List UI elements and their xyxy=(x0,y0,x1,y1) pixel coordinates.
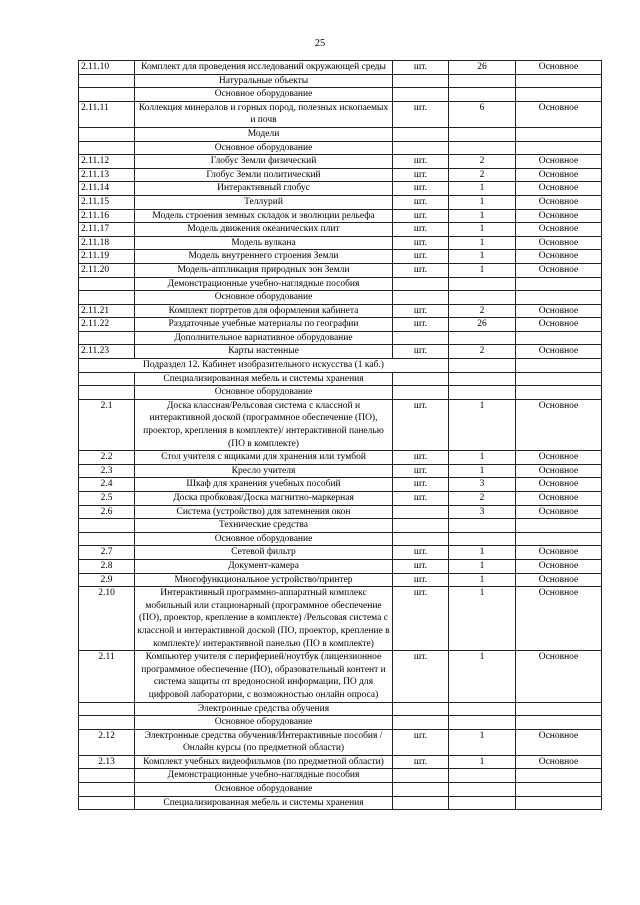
section-header-row xyxy=(79,127,602,141)
table-row xyxy=(79,195,602,209)
item-type-cell: Основное xyxy=(516,587,602,651)
empty-cell xyxy=(79,74,135,88)
empty-cell xyxy=(393,88,449,102)
table-row xyxy=(79,546,602,560)
item-type-cell: Основное xyxy=(516,318,602,332)
item-quantity-cell: 6 xyxy=(449,101,516,127)
item-number-cell: 2.8 xyxy=(79,559,135,573)
item-quantity-cell: 3 xyxy=(449,505,516,519)
empty-cell xyxy=(449,386,516,400)
item-type-cell: Основное xyxy=(516,505,602,519)
empty-cell xyxy=(516,277,602,291)
item-type-cell: Основное xyxy=(516,573,602,587)
item-name-cell: Глобус Земли физический xyxy=(135,155,393,169)
item-quantity-cell: 1 xyxy=(449,573,516,587)
item-name-cell: Документ-камера xyxy=(135,559,393,573)
item-unit-cell: шт. xyxy=(393,155,449,169)
item-name-cell: Коллекция минералов и горных пород, полезных ископаемых и почв xyxy=(135,101,393,127)
table-row xyxy=(79,729,602,755)
item-name-cell: Комплект учебных видеофильмов (по предметной области) xyxy=(135,755,393,769)
item-quantity-cell: 1 xyxy=(449,729,516,755)
item-type-cell: Основное xyxy=(516,250,602,264)
item-quantity-cell: 1 xyxy=(449,451,516,465)
table-row xyxy=(79,168,602,182)
item-name-cell: Электронные средства обучения/Интерактивные пособия / Онлайн курсы (по предметной области) xyxy=(135,729,393,755)
empty-cell xyxy=(79,702,135,716)
section-title-cell: Специализированная мебель и системы хранения xyxy=(135,796,393,810)
section-header-row xyxy=(79,769,602,783)
table-row xyxy=(79,587,602,651)
empty-cell xyxy=(516,141,602,155)
empty-cell xyxy=(393,386,449,400)
section-title-cell: Основное оборудование xyxy=(135,783,393,797)
empty-cell xyxy=(449,372,516,386)
item-quantity-cell: 2 xyxy=(449,492,516,506)
empty-cell xyxy=(449,716,516,730)
empty-cell xyxy=(79,783,135,797)
item-number-cell: 2.9 xyxy=(79,573,135,587)
item-unit-cell: шт. xyxy=(393,546,449,560)
item-quantity-cell: 1 xyxy=(449,209,516,223)
table-row xyxy=(79,492,602,506)
empty-cell xyxy=(449,796,516,810)
section-title-cell: Основное оборудование xyxy=(135,386,393,400)
empty-cell xyxy=(516,359,602,373)
empty-cell xyxy=(516,702,602,716)
equipment-table xyxy=(78,60,602,810)
item-number-cell: 2.11.20 xyxy=(79,263,135,277)
item-unit-cell: шт. xyxy=(393,492,449,506)
item-quantity-cell: 1 xyxy=(449,263,516,277)
table-row xyxy=(79,573,602,587)
item-unit-cell: шт. xyxy=(393,195,449,209)
item-quantity-cell: 1 xyxy=(449,464,516,478)
item-number-cell: 2.2 xyxy=(79,451,135,465)
table-body xyxy=(79,61,602,810)
item-unit-cell: шт. xyxy=(393,399,449,450)
item-number-cell: 2.11.12 xyxy=(79,155,135,169)
empty-cell xyxy=(79,291,135,305)
item-name-cell: Стол учителя с ящиками для хранения или тумбой xyxy=(135,451,393,465)
item-quantity-cell: 1 xyxy=(449,223,516,237)
section-header-row xyxy=(79,291,602,305)
item-name-cell: Модель внутреннего строения Земли xyxy=(135,250,393,264)
item-unit-cell: шт. xyxy=(393,651,449,702)
item-quantity-cell: 1 xyxy=(449,250,516,264)
item-unit-cell: шт. xyxy=(393,451,449,465)
item-quantity-cell: 2 xyxy=(449,304,516,318)
item-number-cell: 2.11.23 xyxy=(79,345,135,359)
item-type-cell: Основное xyxy=(516,345,602,359)
empty-cell xyxy=(449,783,516,797)
section-title-cell: Электронные средства обучения xyxy=(135,702,393,716)
empty-cell xyxy=(449,277,516,291)
item-number-cell: 2.12 xyxy=(79,729,135,755)
item-name-cell: Доска классная/Рельсовая система с классной и интерактивной доской (программное обеспечение (ПО), проектор, крепления в комплекте)/ интерактивной панелью (ПО в комплекте) xyxy=(135,399,393,450)
item-quantity-cell: 1 xyxy=(449,559,516,573)
item-type-cell: Основное xyxy=(516,492,602,506)
empty-cell xyxy=(79,331,135,345)
empty-cell xyxy=(393,519,449,533)
item-unit-cell: шт. xyxy=(393,729,449,755)
item-type-cell: Основное xyxy=(516,61,602,75)
item-unit-cell: шт. xyxy=(393,250,449,264)
item-type-cell: Основное xyxy=(516,263,602,277)
section-title-cell: Специализированная мебель и системы хранения xyxy=(135,372,393,386)
item-quantity-cell: 1 xyxy=(449,236,516,250)
section-header-row xyxy=(79,74,602,88)
item-quantity-cell: 26 xyxy=(449,318,516,332)
empty-cell xyxy=(516,74,602,88)
item-number-cell: 2.11.19 xyxy=(79,250,135,264)
section-title-cell: Основное оборудование xyxy=(135,716,393,730)
item-name-cell: Система (устройство) для затемнения окон xyxy=(135,505,393,519)
item-name-cell: Раздаточные учебные материалы по географии xyxy=(135,318,393,332)
item-quantity-cell: 2 xyxy=(449,168,516,182)
item-name-cell: Комплект для проведения исследований окружающей среды xyxy=(135,61,393,75)
item-unit-cell xyxy=(393,505,449,519)
item-quantity-cell: 1 xyxy=(449,651,516,702)
item-unit-cell: шт. xyxy=(393,304,449,318)
empty-cell xyxy=(449,88,516,102)
item-unit-cell: шт. xyxy=(393,168,449,182)
item-name-cell: Модель-аппликация природных зон Земли xyxy=(135,263,393,277)
empty-cell xyxy=(79,796,135,810)
item-type-cell: Основное xyxy=(516,195,602,209)
section-title-cell: Основное оборудование xyxy=(135,141,393,155)
table-row xyxy=(79,101,602,127)
table-row xyxy=(79,304,602,318)
item-name-cell: Комплект портретов для оформления кабинета xyxy=(135,304,393,318)
section-header-row xyxy=(79,141,602,155)
table-row xyxy=(79,318,602,332)
empty-cell xyxy=(516,331,602,345)
section-title-cell: Основное оборудование xyxy=(135,291,393,305)
item-name-cell: Доска пробковая/Доска магнитно-маркерная xyxy=(135,492,393,506)
item-number-cell: 2.11.14 xyxy=(79,182,135,196)
item-name-cell: Многофункциональное устройство/принтер xyxy=(135,573,393,587)
item-unit-cell: шт. xyxy=(393,755,449,769)
item-quantity-cell: 2 xyxy=(449,345,516,359)
table-row xyxy=(79,209,602,223)
section-title-cell: Технические средства xyxy=(135,519,393,533)
empty-cell xyxy=(449,519,516,533)
empty-cell xyxy=(393,74,449,88)
empty-cell xyxy=(79,519,135,533)
item-name-cell: Интерактивный глобус xyxy=(135,182,393,196)
section-header-row xyxy=(79,277,602,291)
item-number-cell: 2.10 xyxy=(79,587,135,651)
item-number-cell: 2.4 xyxy=(79,478,135,492)
empty-cell xyxy=(449,769,516,783)
empty-cell xyxy=(393,532,449,546)
empty-cell xyxy=(393,127,449,141)
item-type-cell: Основное xyxy=(516,168,602,182)
table-row xyxy=(79,451,602,465)
section-header-row xyxy=(79,783,602,797)
empty-cell xyxy=(449,359,516,373)
empty-cell xyxy=(79,372,135,386)
empty-cell xyxy=(393,141,449,155)
item-unit-cell: шт. xyxy=(393,345,449,359)
section-title-cell: Натуральные объекты xyxy=(135,74,393,88)
empty-cell xyxy=(516,127,602,141)
empty-cell xyxy=(516,291,602,305)
item-type-cell: Основное xyxy=(516,236,602,250)
item-quantity-cell: 1 xyxy=(449,546,516,560)
item-number-cell: 2.1 xyxy=(79,399,135,450)
item-type-cell: Основное xyxy=(516,546,602,560)
item-type-cell: Основное xyxy=(516,651,602,702)
section-header-row xyxy=(79,88,602,102)
empty-cell xyxy=(449,141,516,155)
item-name-cell: Карты настенные xyxy=(135,345,393,359)
item-unit-cell: шт. xyxy=(393,61,449,75)
item-type-cell: Основное xyxy=(516,729,602,755)
item-type-cell: Основное xyxy=(516,182,602,196)
item-number-cell: 2.11.15 xyxy=(79,195,135,209)
table-row xyxy=(79,755,602,769)
empty-cell xyxy=(516,532,602,546)
empty-cell xyxy=(516,519,602,533)
item-type-cell: Основное xyxy=(516,304,602,318)
empty-cell xyxy=(79,769,135,783)
item-type-cell: Основное xyxy=(516,399,602,450)
item-number-cell: 2.11.10 xyxy=(79,61,135,75)
section-title-cell: Основное оборудование xyxy=(135,532,393,546)
item-type-cell: Основное xyxy=(516,223,602,237)
item-type-cell: Основное xyxy=(516,101,602,127)
empty-cell xyxy=(393,291,449,305)
empty-cell xyxy=(79,127,135,141)
section-header-row xyxy=(79,702,602,716)
empty-cell xyxy=(393,783,449,797)
item-type-cell: Основное xyxy=(516,559,602,573)
section-title-cell: Дополнительное вариативное оборудование xyxy=(135,331,393,345)
item-quantity-cell: 26 xyxy=(449,61,516,75)
item-quantity-cell: 1 xyxy=(449,399,516,450)
item-type-cell: Основное xyxy=(516,451,602,465)
item-name-cell: Сетевой фильтр xyxy=(135,546,393,560)
table-row xyxy=(79,651,602,702)
table-row xyxy=(79,182,602,196)
item-name-cell: Глобус Земли политический xyxy=(135,168,393,182)
item-unit-cell: шт. xyxy=(393,182,449,196)
empty-cell xyxy=(516,796,602,810)
item-quantity-cell: 1 xyxy=(449,587,516,651)
empty-cell xyxy=(449,127,516,141)
page-number: 25 xyxy=(314,38,326,49)
item-number-cell: 2.11.17 xyxy=(79,223,135,237)
item-unit-cell: шт. xyxy=(393,101,449,127)
item-name-cell: Шкаф для хранения учебных пособий xyxy=(135,478,393,492)
empty-cell xyxy=(79,88,135,102)
section-header-row xyxy=(79,519,602,533)
table-row xyxy=(79,263,602,277)
item-unit-cell: шт. xyxy=(393,318,449,332)
item-number-cell: 2.11.18 xyxy=(79,236,135,250)
empty-cell xyxy=(79,141,135,155)
item-name-cell: Модель движения океанических плит xyxy=(135,223,393,237)
empty-cell xyxy=(449,702,516,716)
empty-cell xyxy=(393,331,449,345)
subsection-title-cell: Подраздел 12. Кабинет изобразительного искусства (1 каб.) xyxy=(79,359,449,373)
item-type-cell: Основное xyxy=(516,478,602,492)
item-quantity-cell: 1 xyxy=(449,195,516,209)
empty-cell xyxy=(449,532,516,546)
table-row xyxy=(79,559,602,573)
table-row xyxy=(79,155,602,169)
empty-cell xyxy=(79,716,135,730)
item-number-cell: 2.11.11 xyxy=(79,101,135,127)
section-title-cell: Демонстрационные учебно-наглядные пособия xyxy=(135,277,393,291)
table-row xyxy=(79,61,602,75)
item-name-cell: Модель вулкана xyxy=(135,236,393,250)
empty-cell xyxy=(393,372,449,386)
section-header-row xyxy=(79,796,602,810)
item-type-cell: Основное xyxy=(516,464,602,478)
table-row xyxy=(79,223,602,237)
item-number-cell: 2.11.22 xyxy=(79,318,135,332)
item-number-cell: 2.7 xyxy=(79,546,135,560)
item-number-cell: 2.11.21 xyxy=(79,304,135,318)
item-unit-cell: шт. xyxy=(393,263,449,277)
subsection-header-row xyxy=(79,359,602,373)
item-type-cell: Основное xyxy=(516,155,602,169)
item-type-cell: Основное xyxy=(516,755,602,769)
item-unit-cell: шт. xyxy=(393,573,449,587)
section-header-row xyxy=(79,386,602,400)
empty-cell xyxy=(449,291,516,305)
item-number-cell: 2.3 xyxy=(79,464,135,478)
empty-cell xyxy=(516,783,602,797)
empty-cell xyxy=(516,88,602,102)
item-quantity-cell: 2 xyxy=(449,155,516,169)
item-number-cell: 2.11.16 xyxy=(79,209,135,223)
empty-cell xyxy=(449,74,516,88)
section-title-cell: Модели xyxy=(135,127,393,141)
empty-cell xyxy=(516,769,602,783)
item-unit-cell: шт. xyxy=(393,559,449,573)
item-type-cell: Основное xyxy=(516,209,602,223)
empty-cell xyxy=(393,702,449,716)
item-number-cell: 2.5 xyxy=(79,492,135,506)
empty-cell xyxy=(79,532,135,546)
item-number-cell: 2.6 xyxy=(79,505,135,519)
item-name-cell: Кресло учителя xyxy=(135,464,393,478)
empty-cell xyxy=(449,331,516,345)
item-unit-cell: шт. xyxy=(393,209,449,223)
item-number-cell: 2.11.13 xyxy=(79,168,135,182)
table-row xyxy=(79,399,602,450)
empty-cell xyxy=(393,796,449,810)
item-unit-cell: шт. xyxy=(393,236,449,250)
table-row xyxy=(79,250,602,264)
empty-cell xyxy=(516,716,602,730)
table-row xyxy=(79,464,602,478)
item-unit-cell: шт. xyxy=(393,587,449,651)
empty-cell xyxy=(516,386,602,400)
table-row xyxy=(79,505,602,519)
section-header-row xyxy=(79,331,602,345)
section-title-cell: Основное оборудование xyxy=(135,88,393,102)
section-header-row xyxy=(79,372,602,386)
empty-cell xyxy=(516,372,602,386)
item-name-cell: Интерактивный программно-аппаратный комплекс мобильный или стационарный (программное обеспечение (ПО), проектор, крепление в комплекте) /Рельсовая система с классной и интерактивной доской (ПО, проектор, крепление в комплекте)/ интерактивной панелью (ПО в комплекте) xyxy=(135,587,393,651)
table-row xyxy=(79,345,602,359)
section-header-row xyxy=(79,716,602,730)
item-quantity-cell: 1 xyxy=(449,182,516,196)
item-name-cell: Теллурий xyxy=(135,195,393,209)
item-quantity-cell: 1 xyxy=(449,755,516,769)
empty-cell xyxy=(79,277,135,291)
item-name-cell: Компьютер учителя с периферией/ноутбук (лицензионное программное обеспечение (ПО), образовательный контент и система защиты от вредоносной информации, ПО для цифровой лаборатории, с возможностью онлайн опроса) xyxy=(135,651,393,702)
empty-cell xyxy=(393,769,449,783)
section-header-row xyxy=(79,532,602,546)
table-row xyxy=(79,478,602,492)
item-unit-cell: шт. xyxy=(393,223,449,237)
item-unit-cell: шт. xyxy=(393,478,449,492)
empty-cell xyxy=(393,277,449,291)
item-unit-cell: шт. xyxy=(393,464,449,478)
empty-cell xyxy=(79,386,135,400)
empty-cell xyxy=(393,716,449,730)
table-row xyxy=(79,236,602,250)
item-number-cell: 2.13 xyxy=(79,755,135,769)
item-number-cell: 2.11 xyxy=(79,651,135,702)
item-quantity-cell: 3 xyxy=(449,478,516,492)
section-title-cell: Демонстрационные учебно-наглядные пособия xyxy=(135,769,393,783)
item-name-cell: Модель строения земных складок и эволюции рельефа xyxy=(135,209,393,223)
